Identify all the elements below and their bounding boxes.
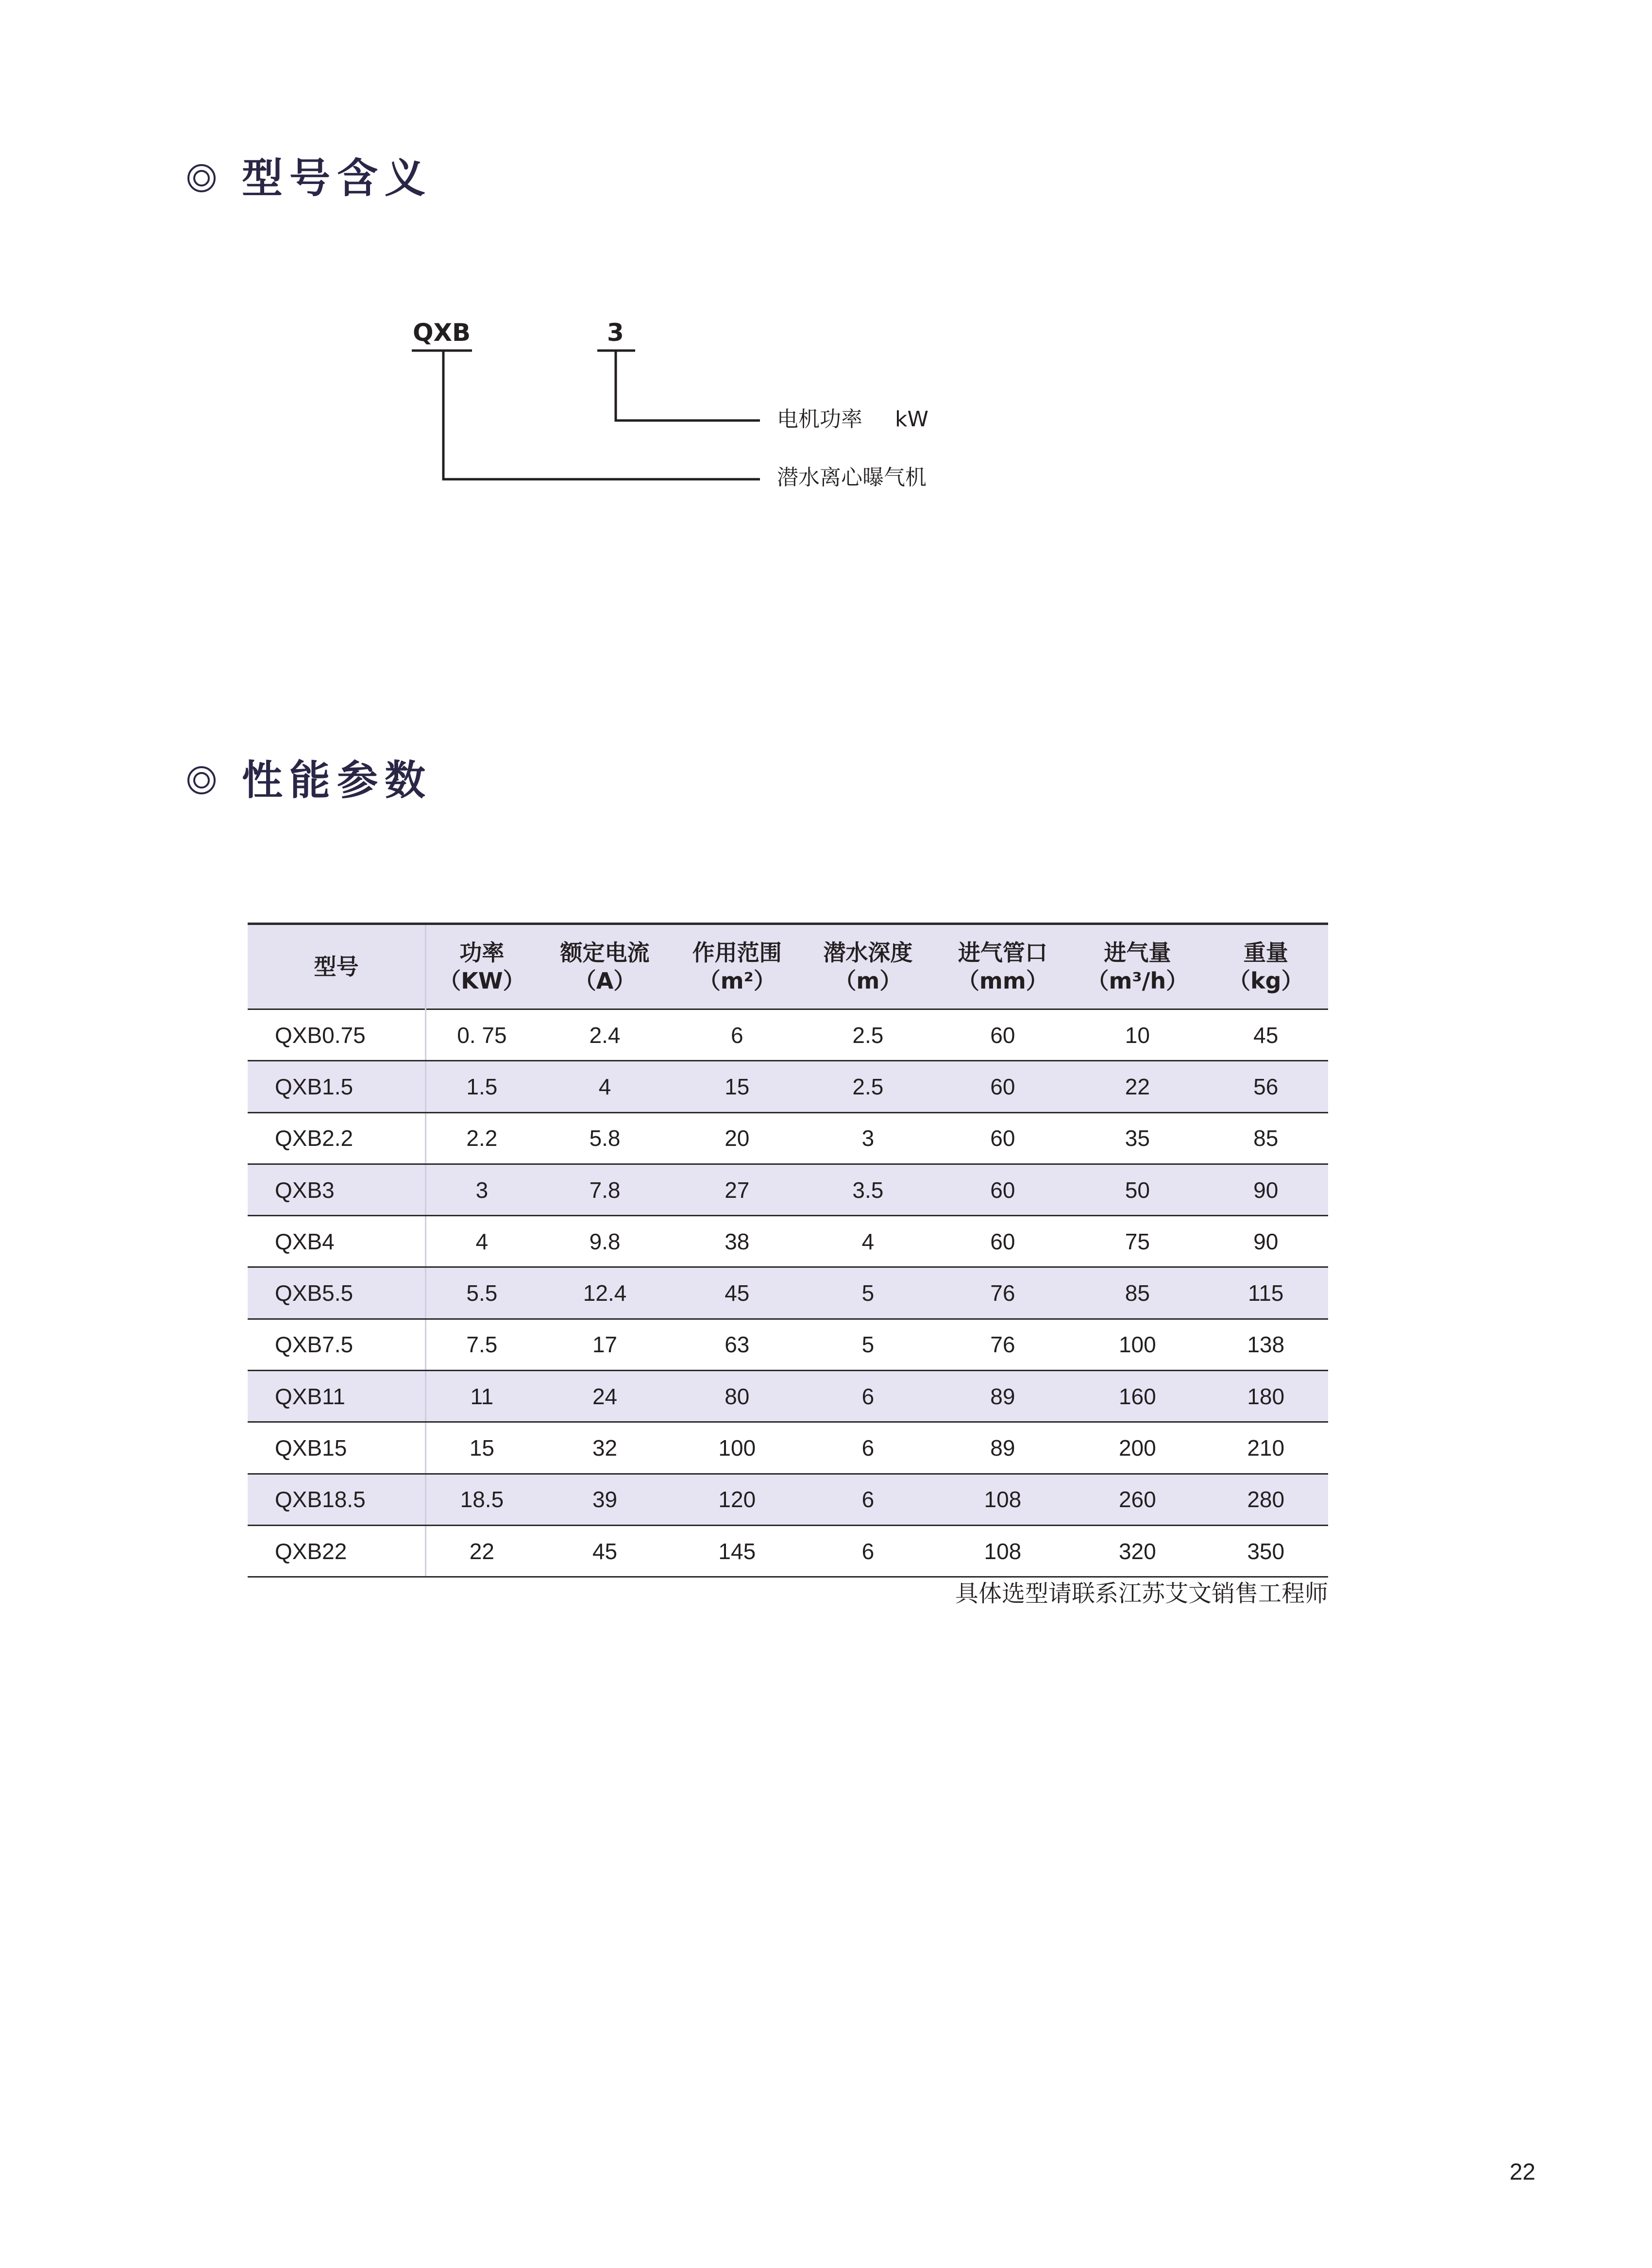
table-cell: 350	[1203, 1525, 1328, 1577]
table-row	[248, 1474, 1328, 1525]
table-cell: 22	[1071, 1061, 1203, 1112]
table-cell: 7.5	[425, 1319, 537, 1370]
table-cell: 60	[934, 1216, 1072, 1267]
table-cell: 100	[672, 1422, 802, 1474]
table-cell: 85	[1203, 1112, 1328, 1164]
table-cell: 22	[425, 1525, 537, 1577]
model-code-diagram	[0, 0, 1652, 534]
table-row	[248, 1112, 1328, 1164]
cell-model: QXB22	[248, 1525, 425, 1577]
table-row	[248, 1525, 1328, 1577]
table-cell: 90	[1203, 1216, 1328, 1267]
table-cell: 39	[538, 1474, 672, 1525]
table-row	[248, 1009, 1328, 1061]
table-row	[248, 1061, 1328, 1112]
table-cell: 35	[1071, 1112, 1203, 1164]
table-cell: 5.8	[538, 1112, 672, 1164]
header-model: 型号	[248, 924, 425, 1009]
table-cell: 80	[672, 1371, 802, 1422]
table-row	[248, 1164, 1328, 1215]
table-cell: 75	[1071, 1216, 1203, 1267]
header-inlet: 进气管口 （mm）	[957, 940, 1048, 994]
table-cell: 120	[672, 1474, 802, 1525]
cell-model: QXB0.75	[248, 1009, 425, 1061]
table-cell: 15	[425, 1422, 537, 1474]
table-cell: 320	[1071, 1525, 1203, 1577]
table-cell: 4	[538, 1061, 672, 1112]
cell-model: QXB15	[248, 1422, 425, 1474]
table-cell: 138	[1203, 1319, 1328, 1370]
series-code: QXB	[413, 319, 471, 347]
table-cell: 76	[934, 1319, 1072, 1370]
table-cell: 160	[1071, 1371, 1203, 1422]
table-cell: 115	[1203, 1267, 1328, 1319]
cell-model: QXB2.2	[248, 1112, 425, 1164]
performance-table	[248, 923, 1328, 1578]
table-cell: 145	[672, 1525, 802, 1577]
series-label: 潜水离心曝气机	[777, 465, 927, 490]
table-cell: 4	[802, 1216, 934, 1267]
table-cell: 2.4	[538, 1009, 672, 1061]
table-cell: 60	[934, 1164, 1072, 1215]
header-power: 功率 （KW）	[438, 940, 525, 994]
double-circle-icon	[185, 763, 219, 797]
table-cell: 180	[1203, 1371, 1328, 1422]
table-cell: 3.5	[802, 1164, 934, 1215]
table-cell: 76	[934, 1267, 1072, 1319]
table-header-row	[248, 924, 1328, 1009]
table-cell: 108	[934, 1525, 1072, 1577]
header-coverage: 作用范围 （m²）	[692, 940, 782, 994]
table-cell: 6	[802, 1371, 934, 1422]
table-cell: 63	[672, 1319, 802, 1370]
table-cell: 89	[934, 1371, 1072, 1422]
table-cell: 20	[672, 1112, 802, 1164]
table-cell: 200	[1071, 1422, 1203, 1474]
table-cell: 17	[538, 1319, 672, 1370]
section-title-performance	[185, 756, 433, 804]
series-leader-line	[443, 351, 760, 479]
table-row	[248, 1319, 1328, 1370]
table-cell: 108	[934, 1474, 1072, 1525]
section-title-model-meaning	[185, 154, 433, 202]
table-cell: 2.2	[425, 1112, 537, 1164]
table-cell: 6	[802, 1422, 934, 1474]
table-cell: 60	[934, 1009, 1072, 1061]
power-unit-label: kW	[895, 407, 928, 432]
table-cell: 4	[425, 1216, 537, 1267]
table-row	[248, 1371, 1328, 1422]
table-cell: 11	[425, 1371, 537, 1422]
table-cell: 45	[1203, 1009, 1328, 1061]
page-number: 22	[1509, 2159, 1535, 2185]
table-cell: 3	[425, 1164, 537, 1215]
double-circle-icon	[185, 161, 219, 195]
header-air-volume: 进气量 （m³/h）	[1086, 940, 1189, 994]
table-cell: 5.5	[425, 1267, 537, 1319]
table-cell: 280	[1203, 1474, 1328, 1525]
table-cell: 32	[538, 1422, 672, 1474]
table-cell: 45	[538, 1525, 672, 1577]
table-cell: 56	[1203, 1061, 1328, 1112]
table-cell: 18.5	[425, 1474, 537, 1525]
table-cell: 90	[1203, 1164, 1328, 1215]
table-cell: 5	[802, 1319, 934, 1370]
table-cell: 85	[1071, 1267, 1203, 1319]
table-cell: 24	[538, 1371, 672, 1422]
cell-model: QXB7.5	[248, 1319, 425, 1370]
table-cell: 1.5	[425, 1061, 537, 1112]
table-cell: 9.8	[538, 1216, 672, 1267]
table-cell: 0. 75	[425, 1009, 537, 1061]
table-cell: 27	[672, 1164, 802, 1215]
table-cell: 2.5	[802, 1061, 934, 1112]
table-cell: 15	[672, 1061, 802, 1112]
table-cell: 38	[672, 1216, 802, 1267]
cell-model: QXB1.5	[248, 1061, 425, 1112]
cell-model: QXB18.5	[248, 1474, 425, 1525]
table-cell: 2.5	[802, 1009, 934, 1061]
table-cell: 6	[672, 1009, 802, 1061]
table-cell: 89	[934, 1422, 1072, 1474]
header-depth: 潜水深度 （m）	[823, 940, 913, 994]
section-title-text: 性能参数	[242, 756, 433, 804]
table-row	[248, 1216, 1328, 1267]
table-cell: 260	[1071, 1474, 1203, 1525]
power-label: 电机功率	[777, 407, 862, 432]
table-cell: 5	[802, 1267, 934, 1319]
table-cell: 12.4	[538, 1267, 672, 1319]
table-cell: 60	[934, 1112, 1072, 1164]
cell-model: QXB11	[248, 1371, 425, 1422]
selection-note: 具体选型请联系江苏艾文销售工程师	[955, 1580, 1328, 1607]
table-cell: 45	[672, 1267, 802, 1319]
table-cell: 6	[802, 1474, 934, 1525]
table-cell: 10	[1071, 1009, 1203, 1061]
table-cell: 6	[802, 1525, 934, 1577]
power-leader-line	[616, 351, 760, 420]
table-cell: 7.8	[538, 1164, 672, 1215]
power-code: 3	[607, 319, 624, 347]
cell-model: QXB3	[248, 1164, 425, 1215]
table-cell: 100	[1071, 1319, 1203, 1370]
table-cell: 50	[1071, 1164, 1203, 1215]
table-cell: 60	[934, 1061, 1072, 1112]
cell-model: QXB5.5	[248, 1267, 425, 1319]
table-cell: 210	[1203, 1422, 1328, 1474]
table-row	[248, 1267, 1328, 1319]
table-cell: 3	[802, 1112, 934, 1164]
header-weight: 重量 （kg）	[1228, 940, 1304, 994]
header-rated-current: 额定电流 （A）	[560, 940, 650, 994]
section-title-text: 型号含义	[242, 154, 433, 202]
table-row	[248, 1422, 1328, 1474]
cell-model: QXB4	[248, 1216, 425, 1267]
